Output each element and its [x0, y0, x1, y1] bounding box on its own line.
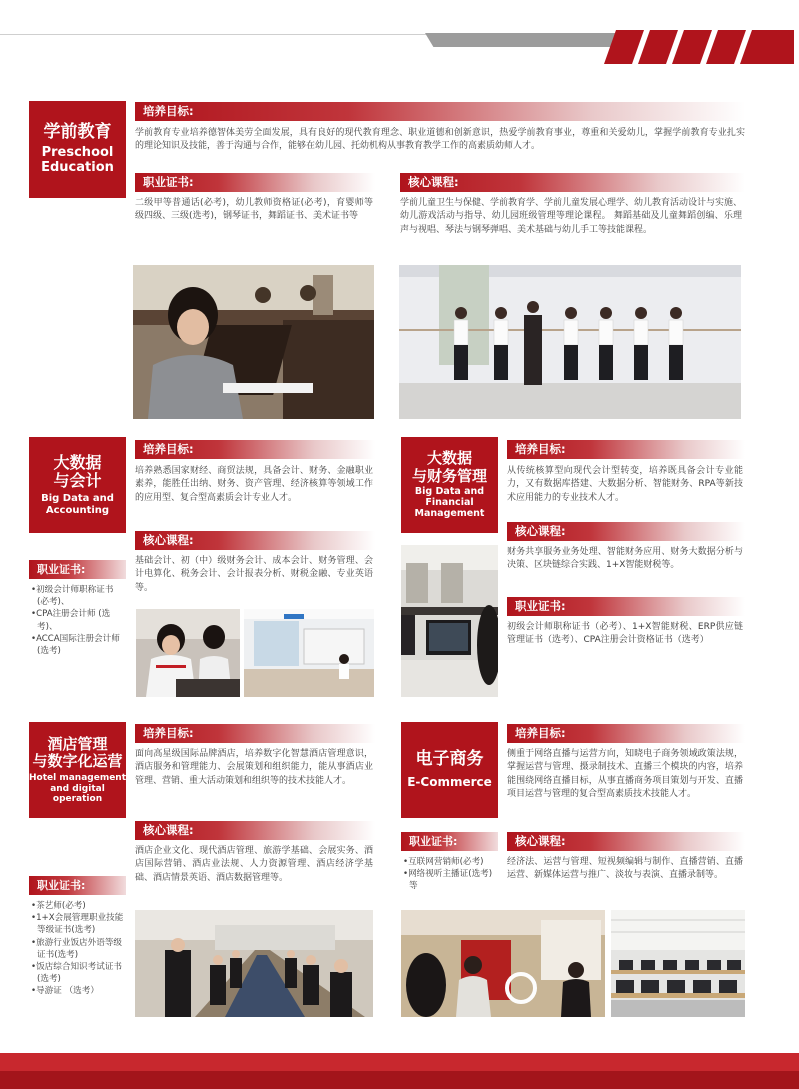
preschool-title-box: [29, 101, 126, 198]
bigdata-acc-goal-text: 培养熟悉国家财经、商贸法规，具备会计、财务、金融职业素养，能胜任出纳、财务、资产管理、经济核算等领域工作的应用型、复合型高素质会计专业人才。: [135, 466, 373, 503]
accounting-office-photo: [244, 609, 374, 697]
bigdata-acc-title-en-1: Big Data and: [41, 493, 114, 505]
ecom-title-box: [401, 722, 498, 818]
bigdata-fin-cert-text: 初级会计师职称证书（必考）、1+X智能财税、ERP供应链管理证书（选考）、CPA注册会计资格证书（选考）: [507, 622, 743, 646]
bigdata-fin-title-en-3: Management: [414, 507, 485, 519]
hotel-goal-text: 面向高星级国际品牌酒店，培养数字化智慧酒店管理意识，酒店服务和管理能力、会展策划和组织能力，能从事酒店业管理、营销、重大活动策划和组织等的技术技能人才。: [135, 749, 373, 786]
hotel-cert-list: [31, 900, 126, 998]
bigdata-fin-course-text: 财务共享服务业务处理、智能财务应用、财务大数据分析与决策、区块链综合实践、1+X智能财税等。: [507, 547, 743, 571]
cert-item: •1+X会展管理职业技能等级证书(选考): [31, 913, 124, 936]
bigdata-fin-title-en-1: Big Data and: [414, 485, 485, 497]
cert-item: •网络视听主播证(选考)等: [403, 869, 493, 892]
preschool-goal-text: 学前教育专业培养德智体美劳全面发展，具有良好的现代教育理念、职业道德和创新意识，热爱学前教育事业，尊重和关爱幼儿，掌握学前教育专业扎实的理论知识及技能，善于沟通与合作，能够在幼儿园、托幼机构从事教育教学工作的高素质幼师人才。: [135, 128, 745, 152]
hotel-title-cn-2: 与数字化运营: [32, 751, 123, 770]
bigdata-fin-cert-header: 职业证书:: [507, 597, 745, 616]
hotel-cert-header: 职业证书:: [29, 876, 126, 895]
hotel-title-cn-1: 酒店管理: [47, 734, 108, 753]
ecom-goal-header: 培养目标:: [507, 724, 745, 743]
bottom-band-light: [0, 1053, 799, 1071]
preschool-title-en-1: Preschool: [41, 145, 114, 161]
top-rule: [0, 34, 430, 35]
bigdata-acc-cert-header: 职业证书:: [29, 560, 126, 579]
bigdata-fin-title-cn-1: 大数据: [426, 449, 472, 468]
hotel-title-en-1: Hotel management: [29, 773, 127, 784]
hotel-goal-header: 培养目标:: [135, 724, 375, 743]
bigdata-fin-course-header: 核心课程:: [507, 522, 745, 541]
ecommerce-lab-photo: [611, 910, 745, 1017]
cert-item: •导游证 （选考）: [31, 986, 99, 997]
bigdata-acc-title-cn-2: 与会计: [53, 471, 102, 490]
preschool-cert-header: 职业证书:: [135, 173, 375, 192]
bottom-band-dark: [0, 1071, 799, 1089]
hotel-course-header: 核心课程:: [135, 821, 375, 840]
live-streaming-photo: [401, 910, 605, 1017]
hotel-title-en-2: and digital: [50, 783, 105, 794]
bigdata-fin-goal-text: 从传统核算型向现代会计型转变，培养既具备会计专业能力，又有数据库搭建、大数据分析、智能财务、RPA等新技术应用能力的专业技术人才。: [507, 466, 743, 503]
bigdata-acc-course-text: 基础会计、初（中）级财务会计、成本会计、财务管理、会计电算化、税务会计、会计报表分析、财税金融、专业英语等。: [135, 556, 373, 593]
cert-item: •CPA注册会计师 (选考)、: [31, 609, 111, 632]
bigdata-acc-cert-list: [31, 584, 126, 657]
ecom-course-text: 经济法、运营与管理、短视频编辑与制作、直播营销、直播运营、新媒体运营与推广、淡妆与表演、直播录制等。: [507, 857, 743, 881]
bigdata-acc-title-cn-1: 大数据: [53, 452, 102, 472]
hotel-title-en-3: operation: [52, 793, 103, 804]
cert-item: •互联网营销师(必考): [403, 857, 484, 867]
bigdata-acc-title-box: [29, 437, 126, 533]
bigdata-fin-title-cn-2: 与财务管理: [411, 466, 487, 485]
cert-item: •茶艺师(必考): [31, 901, 86, 911]
ecom-course-header: 核心课程:: [507, 832, 745, 851]
piano-class-photo: [133, 265, 374, 419]
ecom-title-en: E-Commerce: [407, 774, 492, 789]
preschool-title-cn: 学前教育: [43, 121, 112, 142]
dance-class-photo: [399, 265, 741, 419]
bigdata-acc-goal-header: 培养目标:: [135, 440, 375, 459]
bigdata-acc-title-en-2: Accounting: [45, 504, 110, 516]
cert-item: •饭店综合知识考试证书 (选考): [31, 962, 123, 985]
bigdata-fin-goal-header: 培养目标:: [507, 440, 745, 459]
preschool-course-header: 核心课程:: [400, 173, 745, 192]
cert-item: •ACCA国际注册会计师 (选考): [31, 633, 120, 657]
top-stripe-decoration: [604, 30, 794, 64]
computer-lab-photo: [401, 545, 498, 697]
preschool-goal-header: 培养目标:: [135, 102, 745, 121]
cert-item: •旅游行业饭店外语等级证书(选考): [31, 937, 123, 960]
bigdata-acc-course-header: 核心课程:: [135, 531, 375, 550]
preschool-title-en-2: Education: [41, 160, 114, 176]
preschool-course-text: 学前儿童卫生与保健、学前教育学、学前儿童发展心理学、幼儿教育活动设计与实施、幼儿游戏活动与指导、幼儿园班级管理等理论课程。 舞蹈基础及儿童舞蹈创编、乐理声与视唱、琴法与钢琴弹唱、美术基础与幼儿手工等技能课程。: [400, 198, 743, 235]
bigdata-fin-title-box: [401, 437, 498, 533]
ecom-goal-text: 侧重于网络直播与运营方向，知晓电子商务领域政策法规，掌握运营与管理、摄录制技术、直播三个模块的内容，培养能围绕网络直播目标，从事直播商务项目策划与开发、直播项目运营与管理的复合型高素质技术技能人才。: [507, 749, 743, 800]
accounting-class-photo-1: [136, 609, 240, 697]
hotel-course-text: 酒店企业文化、现代酒店管理、旅游学基础、会展实务、酒店国际营销、酒店业法规、人力资源管理、酒店经济学基础、酒店情景英语、酒店数据管理等。: [135, 846, 373, 883]
preschool-cert-text: 二级甲等普通话(必考)，幼儿教师资格证(必考)，育婴师等级四级、三级(选考)，钢琴证书，舞蹈证书、美术证书等: [135, 198, 373, 222]
bigdata-fin-title-en-2: Financial: [425, 496, 474, 508]
cert-item: •初级会计师职称证书 (必考)、: [31, 585, 114, 608]
hotel-meeting-photo: [135, 910, 373, 1017]
ecom-cert-list: [403, 856, 500, 893]
ecom-title-cn: 电子商务: [415, 749, 484, 770]
hotel-title-box: [29, 722, 126, 818]
ecom-cert-header: 职业证书:: [401, 832, 498, 851]
